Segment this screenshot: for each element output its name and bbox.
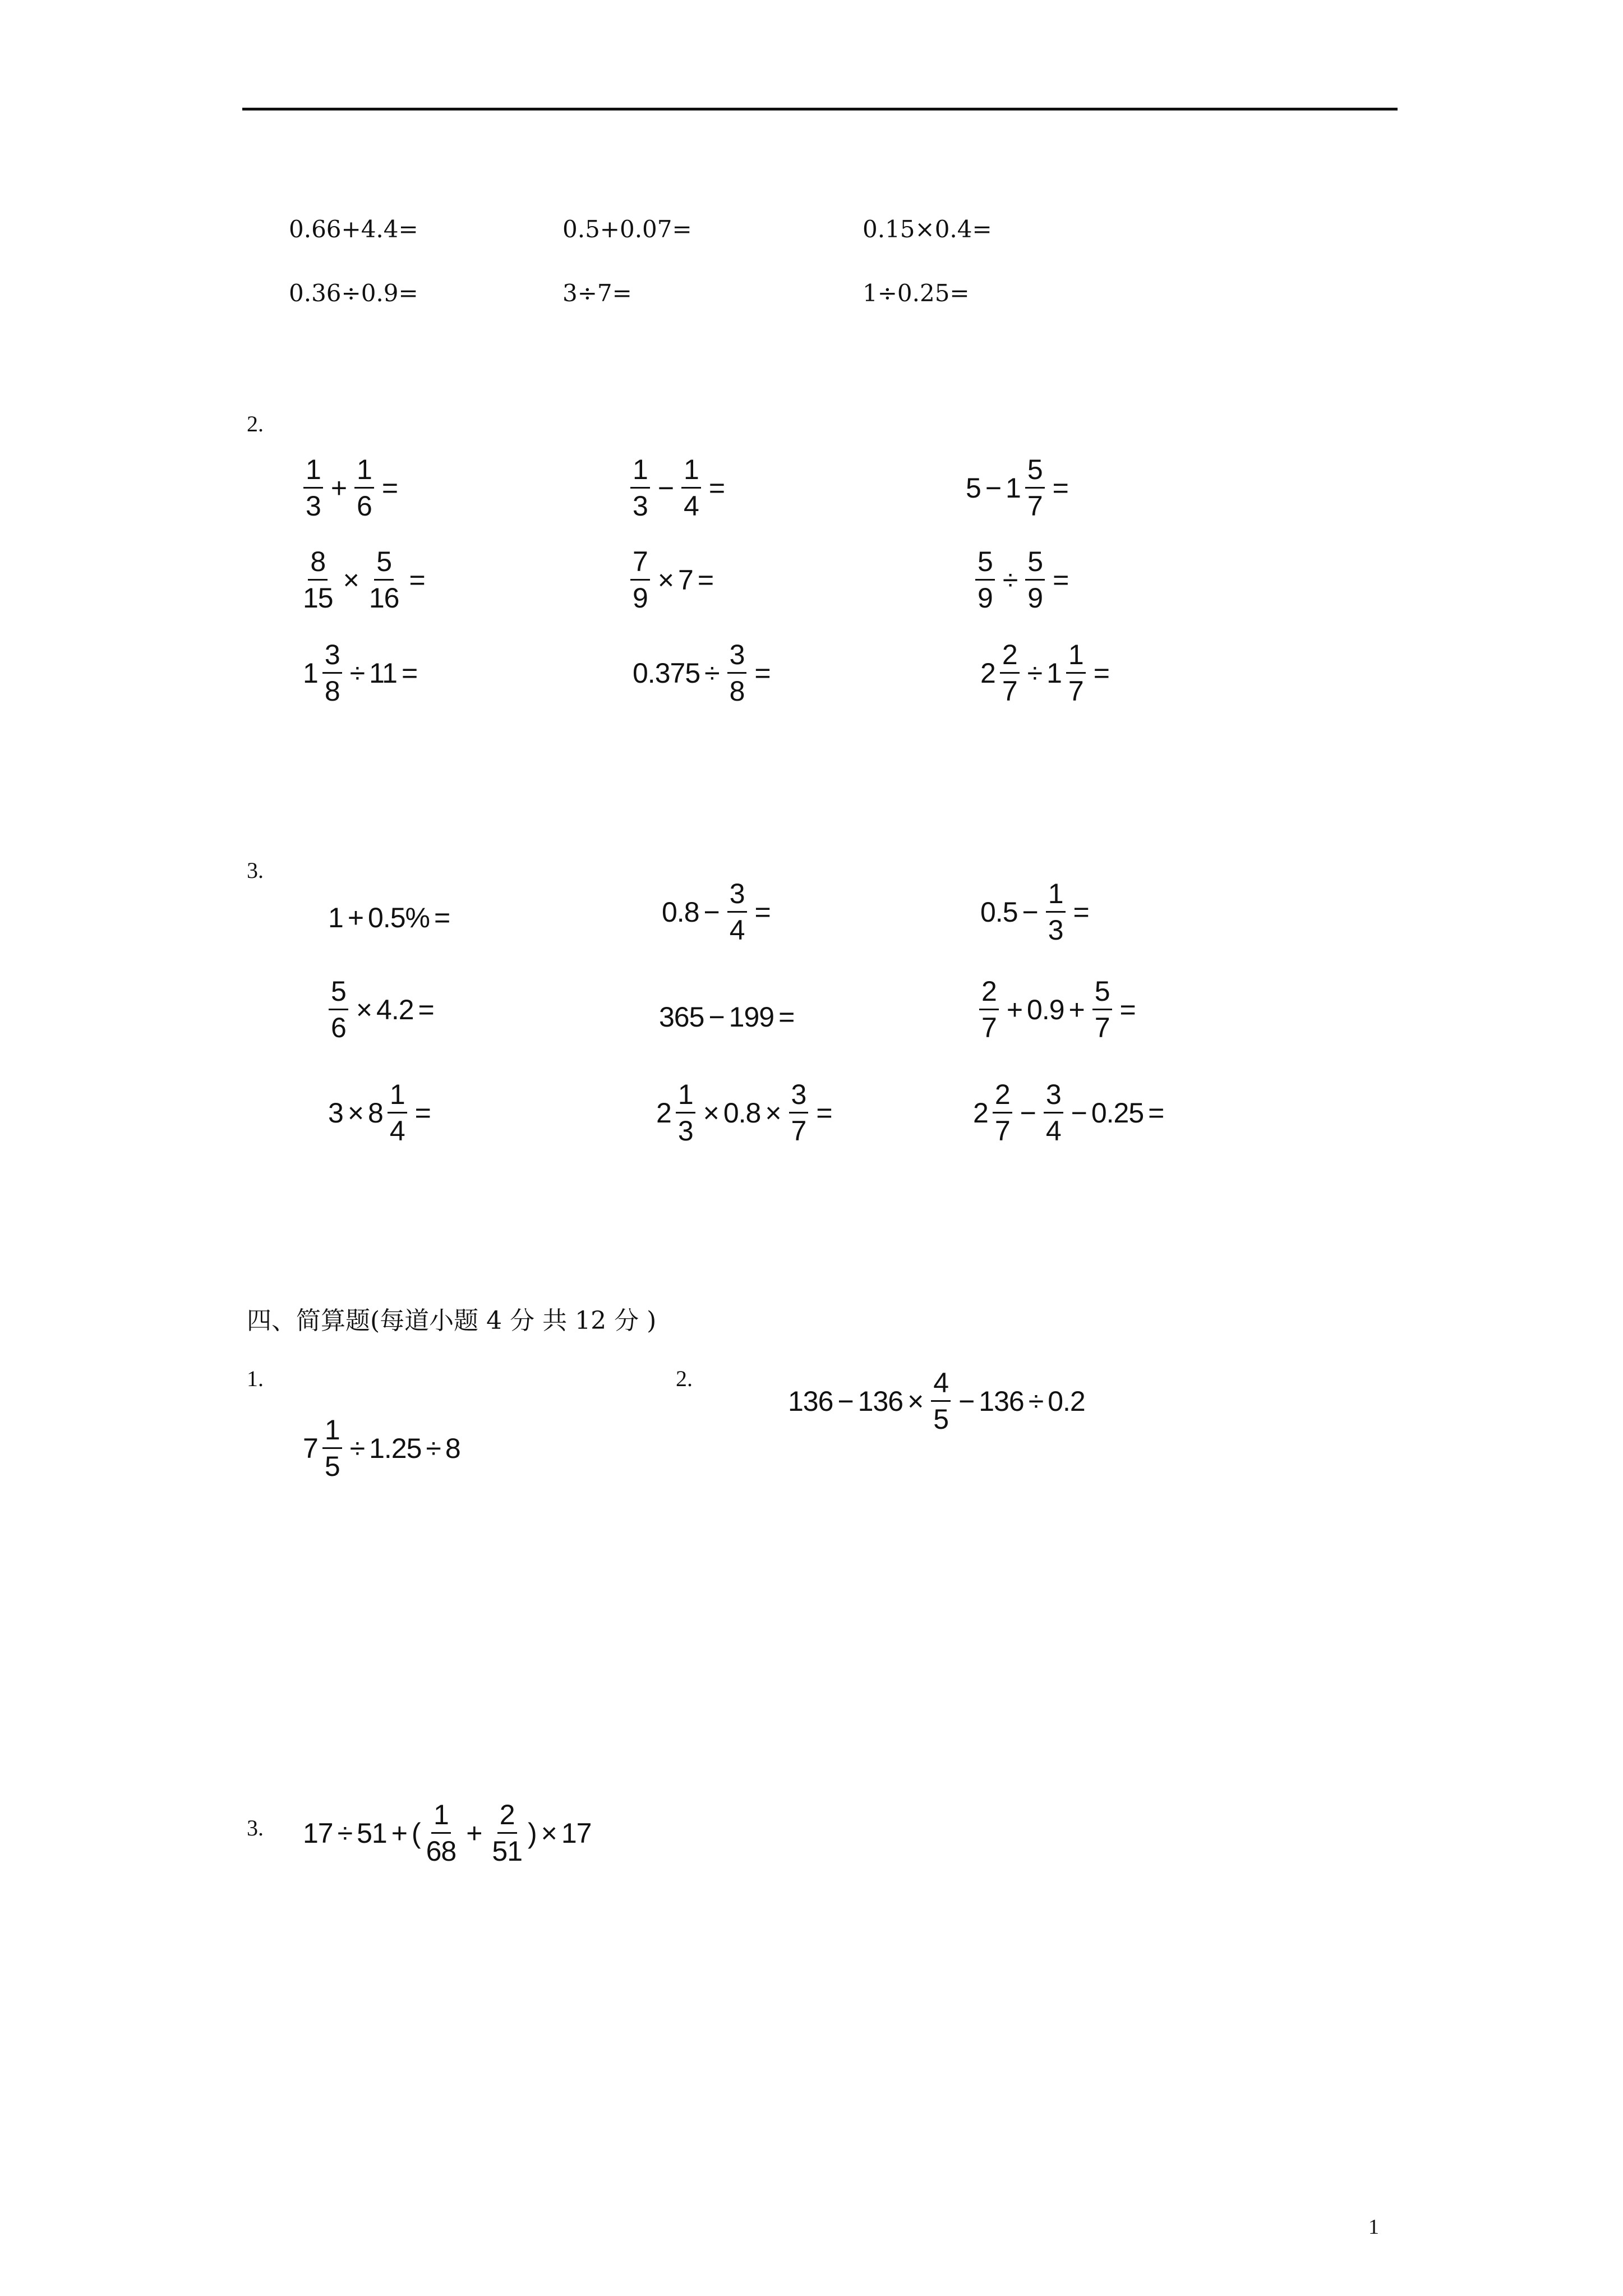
problem-1-1: 0.66+4.4= [289, 215, 418, 243]
problem-3-1: 1 + 0.5% = [328, 902, 450, 933]
problem-3-6: $\frac{2}{7}$ + 0.9 + $\frac{5}{7}$ = [976, 977, 1140, 1042]
page-number: 1 [1368, 2215, 1379, 2239]
problem-2-5: $\frac{7}{9}$ × 7 = [627, 547, 718, 612]
problem-1-3: 0.15×0.4= [863, 215, 992, 243]
problem-2-6: $\frac{5}{9}$ ÷ $\frac{5}{9}$ = [972, 547, 1073, 612]
problem-3-9: 2 $\frac{2}{7}$ − $\frac{3}{4}$ − 0.25 = [973, 1079, 1164, 1147]
section-4-heading: 四、简算题(每道小题 4 分 共 12 分 ) [247, 1306, 657, 1335]
section-4-q3: 17 ÷ 51 + ( $\frac{1}{68}$ + $\frac{2}{51}$ ) × 17 [303, 1799, 592, 1867]
problem-2-8: 0.375 ÷ $\frac{3}{8}$ = [633, 639, 771, 707]
section-4-q2-label: 2. [676, 1366, 693, 1391]
problem-2-4: $\frac{8}{15}$ × $\frac{5}{16}$ = [303, 546, 425, 614]
problem-3-8: 2 $\frac{1}{3}$ × 0.8 × $\frac{3}{7}$ = [656, 1079, 832, 1147]
problem-1-4: 0.36÷0.9= [289, 279, 418, 307]
problem-1-5: 3÷7= [562, 279, 632, 307]
section-4-q2: 136 − 136 × $\frac{4}{5}$ − 136 ÷ 0.2 [788, 1367, 1085, 1435]
problem-1-2: 0.5+0.07= [562, 215, 692, 243]
problem-3-7: 3 × 8 $\frac{1}{4}$ = [328, 1079, 431, 1147]
problem-2-7: 1 $\frac{3}{8}$ ÷ 11 = [303, 639, 418, 707]
problem-3-3: 0.5 − $\frac{1}{3}$ = [980, 878, 1089, 946]
problem-2-2: $\frac{1}{3}$ − $\frac{1}{4}$ = [627, 455, 729, 520]
section-4-q3-label: 3. [247, 1815, 264, 1841]
section-3-label: 3. [247, 858, 264, 883]
problem-2-3: 5 − 1 $\frac{5}{7}$ = [966, 454, 1068, 522]
problem-3-4: $\frac{5}{6}$ × 4.2 = [325, 977, 439, 1042]
problem-2-1: $\frac{1}{3}$ + $\frac{1}{6}$ = [300, 455, 402, 520]
problem-2-9: 2 $\frac{2}{7}$ ÷ 1 $\frac{1}{7}$ = [980, 639, 1109, 707]
problem-3-5: 365 − 199 = [659, 1001, 795, 1033]
section-4-q1-label: 1. [247, 1366, 264, 1391]
problem-3-2: 0.8 − $\frac{3}{4}$ = [662, 878, 771, 946]
section-4-q1: 7 $\frac{1}{5}$ ÷ 1.25 ÷ 8 [303, 1414, 460, 1482]
section-2-label: 2. [247, 411, 264, 436]
top-rule [242, 108, 1398, 111]
problem-1-6: 1÷0.25= [863, 279, 970, 307]
